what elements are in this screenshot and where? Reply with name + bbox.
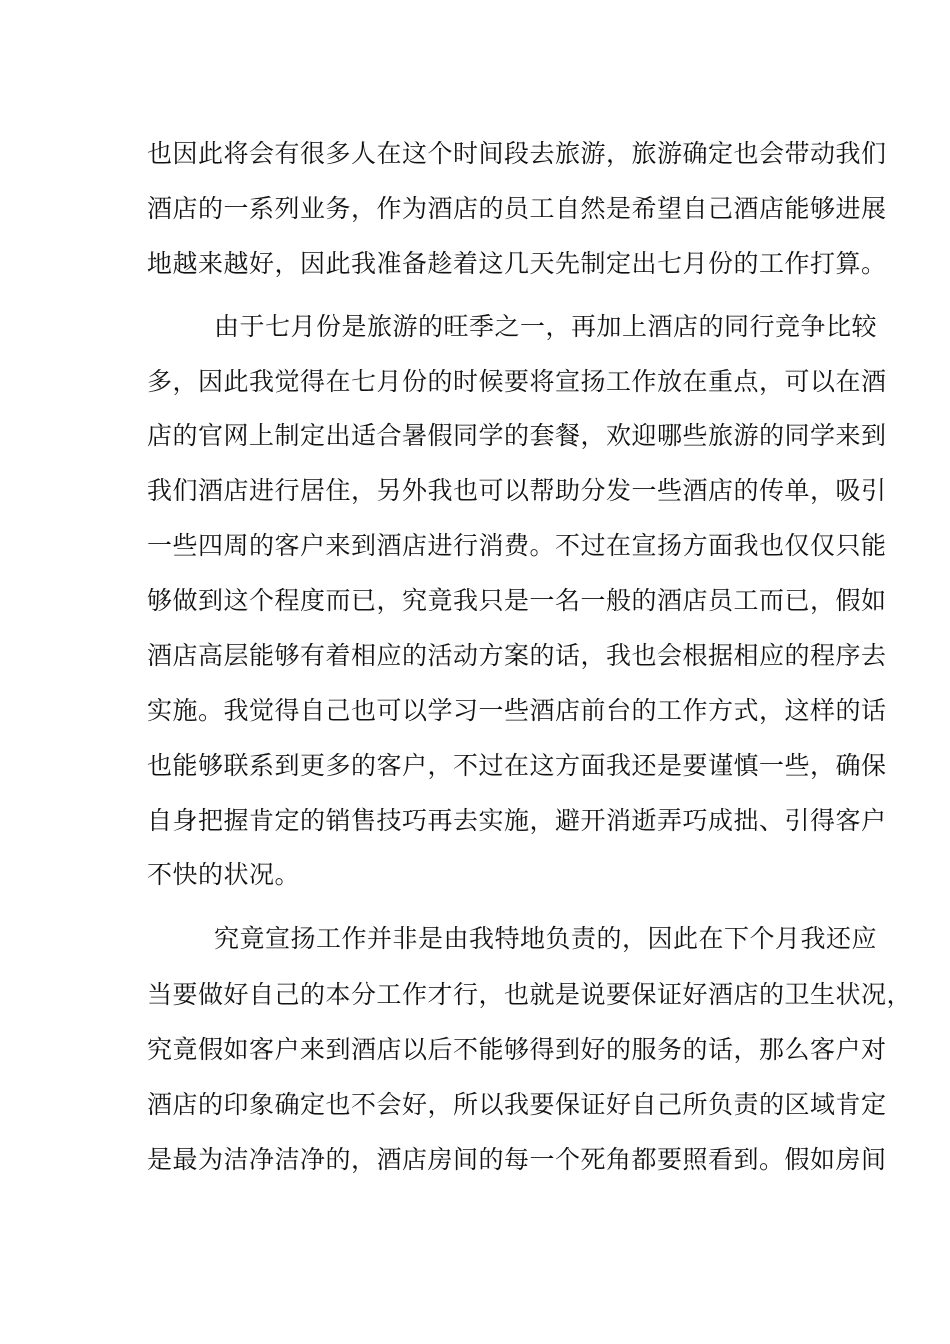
text-line: 够做到这个程度而已，究竟我只是一名一般的酒店员工而已，假如 <box>147 586 887 615</box>
paragraph-first-line: 究竟宣扬工作并非是由我特地负责的，因此在下个月我还应 <box>214 924 878 953</box>
text-line: 地越来越好，因此我准备趁着这几天先制定出七月份的工作打算。 <box>147 249 887 278</box>
text-line: 一些四周的客户来到酒店进行消费。不过在宣扬方面我也仅仅只能 <box>147 531 887 560</box>
text-line: 酒店的一系列业务，作为酒店的员工自然是希望自己酒店能够进展 <box>147 194 887 223</box>
text-line: 酒店高层能够有着相应的活动方案的话，我也会根据相应的程序去 <box>147 641 887 670</box>
text-line: 也因此将会有很多人在这个时间段去旅游，旅游确定也会带动我们 <box>147 139 887 168</box>
text-line: 当要做好自己的本分工作才行，也就是说要保证好酒店的卫生状况， <box>147 980 913 1009</box>
text-line: 是最为洁净洁净的，酒店房间的每一个死角都要照看到。假如房间 <box>147 1145 887 1174</box>
text-line: 不快的状况。 <box>147 860 301 889</box>
paragraph-first-line: 由于七月份是旅游的旺季之一，再加上酒店的同行竞争比较 <box>214 312 878 341</box>
text-line: 也能够联系到更多的客户，不过在这方面我还是要谨慎一些，确保 <box>147 751 887 780</box>
text-line: 店的官网上制定出适合暑假同学的套餐，欢迎哪些旅游的同学来到 <box>147 421 887 450</box>
text-line: 实施。我觉得自己也可以学习一些酒店前台的工作方式，这样的话 <box>147 696 887 725</box>
text-line: 究竟假如客户来到酒店以后不能够得到好的服务的话，那么客户对 <box>147 1035 887 1064</box>
text-line: 多，因此我觉得在七月份的时候要将宣扬工作放在重点，可以在酒 <box>147 367 887 396</box>
text-line: 我们酒店进行居住，另外我也可以帮助分发一些酒店的传单，吸引 <box>147 476 887 505</box>
text-line: 自身把握肯定的销售技巧再去实施，避开消逝弄巧成拙、引得客户 <box>147 806 887 835</box>
text-line: 酒店的印象确定也不会好，所以我要保证好自己所负责的区域肯定 <box>147 1090 887 1119</box>
